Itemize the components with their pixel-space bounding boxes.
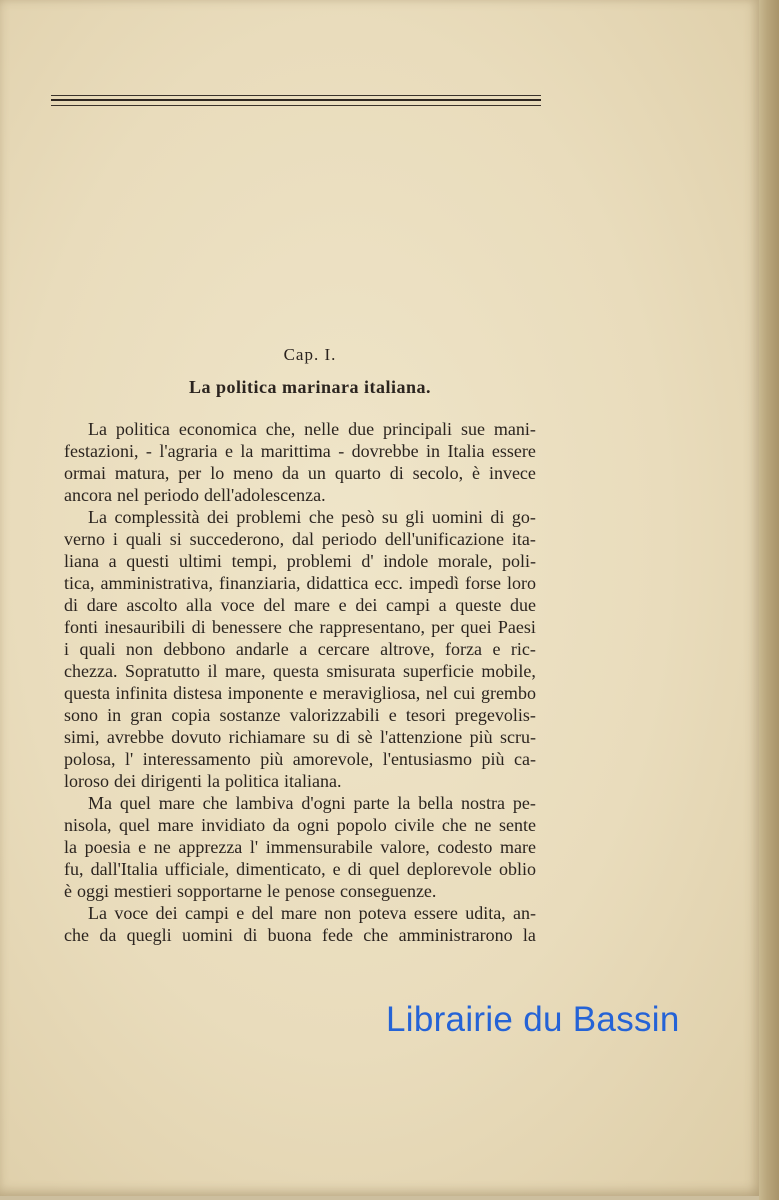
text-line: i quali non debbono andarle a cercare altrove, forza e ric- (64, 639, 536, 659)
header-rule-bottom (51, 105, 541, 106)
header-rule-top (51, 95, 541, 96)
text-line: Ma quel mare che lambiva d'ogni parte la bella nostra pe- (88, 793, 536, 813)
text-line: nisola, quel mare invidiato da ogni popolo civile che ne sente (64, 815, 536, 835)
text-line: La voce dei campi e del mare non poteva essere udita, an- (88, 903, 536, 923)
chapter-title: La politica marinara italiana. (189, 377, 431, 397)
text-line: sono in gran copia sostanze valorizzabili e tesori pregevolis- (64, 705, 536, 725)
page-edge (759, 0, 779, 1200)
text-line: ancora nel periodo dell'adolescenza. (64, 485, 326, 505)
text-line: è oggi mestieri sopportarne le penose conseguenze. (64, 881, 437, 901)
text-line: tica, amministrativa, finanziaria, didattica ecc. impedì forse loro (64, 573, 536, 593)
text-line: fonti inesauribili di benessere che rappresentano, per quei Paesi (64, 617, 536, 637)
text-line: liana a questi ultimi tempi, problemi d' indole morale, poli- (64, 551, 536, 571)
text-line: polosa, l' interessamento più amorevole, l'entusiasmo più ca- (64, 749, 536, 769)
text-line: chezza. Sopratutto il mare, questa smisurata superficie mobile, (64, 661, 536, 681)
text-line: che da quegli uomini di buona fede che amministrarono la (64, 925, 536, 945)
text-line: di dare ascolto alla voce del mare e dei campi a queste due (64, 595, 536, 615)
text-line: la poesia e ne apprezza l' immensurabile valore, codesto mare (64, 837, 536, 857)
text-line: La politica economica che, nelle due principali sue mani- (88, 419, 536, 439)
text-line: loroso dei dirigenti la politica italiana. (64, 771, 342, 791)
text-line: festazioni, - l'agraria e la marittima - dovrebbe in Italia essere (64, 441, 536, 461)
text-line: fu, dall'Italia ufficiale, dimenticato, e di quel deplorevole oblio (64, 859, 536, 879)
text-line: simi, avrebbe dovuto richiamare su di sè l'attenzione più scru- (64, 727, 536, 747)
chapter-number: Cap. I. (283, 345, 337, 364)
body-text (64, 418, 536, 946)
text-line: ormai matura, per lo meno da un quarto di secolo, è invece (64, 463, 536, 483)
watermark-text: Librairie du Bassin (386, 1000, 680, 1039)
text-line: questa infinita distesa imponente e meravigliosa, nel cui grembo (64, 683, 536, 703)
text-line: La complessità dei problemi che pesò su gli uomini di go- (88, 507, 536, 527)
header-rule-thick (51, 99, 541, 101)
text-line: verno i quali si succederono, dal periodo dell'unificazione ita- (64, 529, 536, 549)
